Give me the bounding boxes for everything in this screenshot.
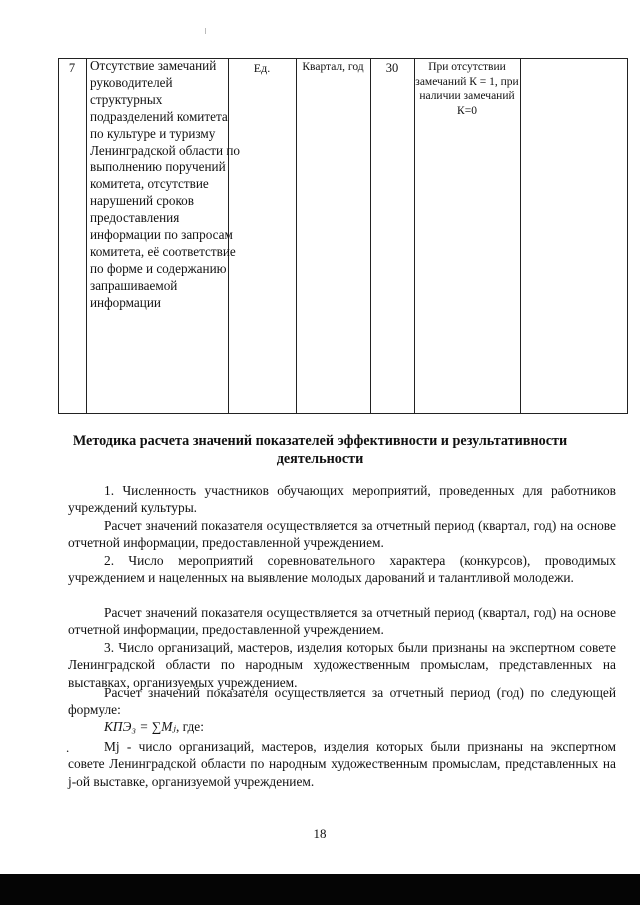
table-border-left	[58, 58, 59, 414]
formula	[104, 719, 204, 735]
table-col-divider	[370, 58, 371, 414]
table-col-divider	[86, 58, 87, 414]
scan-bottom-edge	[0, 874, 640, 905]
table-border-bottom	[58, 413, 628, 414]
page-number: 18	[313, 826, 327, 841]
table-cell-indicator: Отсутствие замечаний руководителей структурных подразделений комитета по культуре и туризму Ленинградской области по выполнению поручений комитета, отсутствие нарушений сроков предоставления информации по запросам комитета, её соответствие по форме и содержанию запрашиваемой информации	[90, 58, 241, 310]
paragraph-3: 2. Число мероприятий соревновательного характера (конкурсов), проводимых учреждением и нацеленных на выявление молодых дарований и талантливой молодежи.	[68, 553, 616, 586]
table-border-right	[627, 58, 628, 414]
paragraph-4: Расчет значений показателя осуществляется за отчетный период (квартал, год) на основе отчетной информации, предоставленной учреждением.	[68, 605, 616, 638]
table-cell-period: Квартал, год	[302, 61, 364, 73]
paragraph-6: Расчет значений показателя осуществляется за отчетный период (год) по следующей формуле:	[68, 685, 616, 718]
paragraph-marker: .	[66, 740, 70, 755]
table-col-divider	[520, 58, 521, 414]
scan-mark	[205, 28, 206, 34]
table-cell-weight: 30	[385, 61, 399, 75]
table-cell-number: 7	[68, 61, 76, 75]
indicator-table	[58, 58, 628, 414]
paragraph-1: 1. Численность участников обучающих мероприятий, проведенных для работников учреждений культуры.	[68, 483, 616, 516]
formula-suffix: , где:	[175, 719, 204, 734]
formula-expression: КПЭ₃ = ∑Mⱼ	[104, 719, 176, 734]
paragraph-2: Расчет значений показателя осуществляется за отчетный период (квартал, год) на основе отчетной информации, предоставленной учреждением.	[68, 518, 616, 551]
table-col-divider	[296, 58, 297, 414]
table-cell-calculation: При отсутствии замечаний К = 1, при наличии замечаний К=0	[415, 61, 519, 117]
paragraph-5: 3. Число организаций, мастеров, изделия которых были признаны на экспертном совете Ленинградской области по народным художественным промыслам, представленных на выставках, организуемых учреждением.	[68, 640, 616, 690]
paragraph-7: Mj - число организаций, мастеров, изделия которых были признаны на экспертном совете Ленинградской области по народным художественным промыслам, представленных на j-ой выставке, организуемой учреждением.	[68, 739, 616, 789]
section-heading: Методика расчета значений показателей эффективности и результативности деятельности	[72, 433, 568, 467]
table-cell-unit: Ед.	[253, 61, 271, 75]
